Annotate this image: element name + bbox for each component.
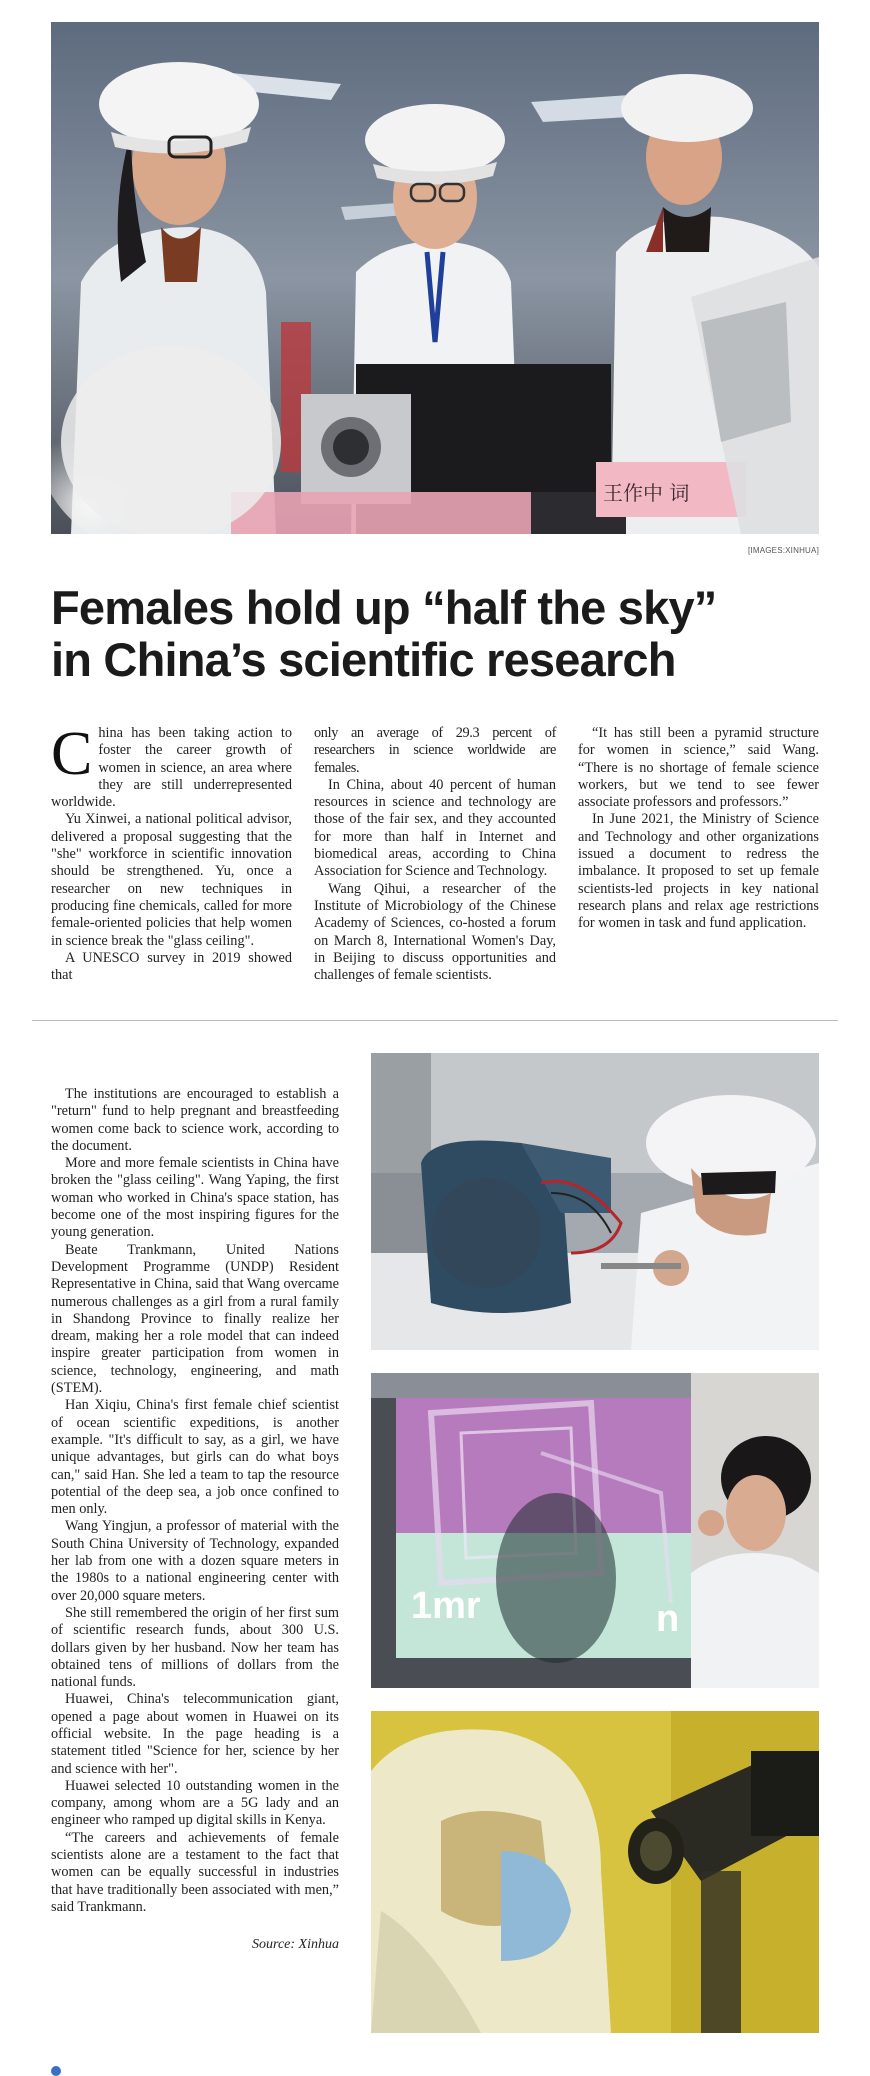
screen-scale-tail: n: [656, 1598, 680, 1640]
paragraph: More and more female scientists in China have broken the "glass ceiling". Wang Yaping, the first woman who worked in China's space station, has become one of the most inspiring figures for the young generation.: [51, 1155, 339, 1241]
paragraph: Huawei selected 10 outstanding women in the company, among whom are a 5G lady and an engineer who ramped up digital skills in Kenya.: [51, 1777, 339, 1829]
paragraph: Wang Yingjun, a professor of material with the South China University of Technology, expanded her lab from one with a dozen square meters in the 1980s to a national engineering center with over 20,000 square meters.: [51, 1518, 339, 1604]
photo-credit: [IMAGES:XINHUA]: [747, 546, 819, 555]
drop-cap: C: [51, 720, 93, 788]
name-sign-text: 王作中 词: [603, 481, 690, 505]
paragraph: She still remembered the origin of her first sum of scientific research funds, about 300 U.S. dollars given by her husband. Now her team has obtained tens of millions of dollars from the national funds.: [51, 1604, 339, 1691]
top-photo-researchers: [51, 22, 819, 534]
photo-microscope: [371, 1711, 819, 2033]
paragraph: The institutions are encouraged to establish a "return" fund to help pregnant and breastfeeding women come back to science work, according to the document.: [51, 1086, 339, 1154]
photo-screen-presentation: [371, 1373, 819, 1688]
paragraph: A UNESCO survey in 2019 showed that: [51, 949, 292, 984]
screen-scale-text: 1mr: [411, 1585, 481, 1627]
source-credit: Source: Xinhua: [252, 1937, 339, 1953]
photo-lab-soldering: [371, 1053, 819, 1350]
article-column-2: [314, 725, 556, 984]
paragraph: Yu Xinwei, a national political advisor, delivered a proposal suggesting that the "she" workforce in scientific innovation should be strengthened. Yu, once a researcher on new techniques in producing fine chemicals, called for more female-oriented policies that help women in science break the "glass ceiling".: [51, 811, 292, 949]
headline-line-2: in China’s scientific research: [51, 633, 676, 686]
paragraph: “It has still been a pyramid structure for women in science,” said Wang. “There is no shortage of female science workers, but we tend to see fewer associate professors and professors.”: [578, 725, 819, 811]
headline-line-1: Females hold up “half the sky”: [51, 581, 717, 634]
article-column-lower: [51, 1086, 339, 1954]
paragraph: China has been taking action to foster the career growth of women in science, an area where they are still underrepresented worldwide.: [51, 720, 292, 811]
paragraph: In June 2021, the Ministry of Science and Technology and other organizations issued a document to redress the imbalance. It proposed to set up female scientists-led projects in key national research plans and relax age restrictions for women in task and fund application.: [578, 811, 819, 932]
paragraph: Han Xiqiu, China's first female chief scientist of ocean scientific expeditions, is another example. "It's difficult to say, as a girl, we have unique advantages, but girls can do what boys can," said Han. She led a team to tap the resource potential of the deep sea, a job once confined to men only.: [51, 1397, 339, 1518]
paragraph: Beate Trankmann, United Nations Development Programme (UNDP) Resident Representative in China, said that Wang overcame numerous challenges as a girl from a rural family in Shandong Province to finally realize her dream, making her a role model that can indeed inspire greater participation from women in science, technology, engineering, and math (STEM).: [51, 1241, 340, 1397]
paragraph: Wang Qihui, a researcher of the Institute of Microbiology of the Chinese Academy of Sciences, co-hosted a forum on March 8, International Women's Day, in Beijing to discuss opportunities and challenges of female scientists.: [314, 880, 556, 984]
article-column-1: [51, 720, 292, 984]
paragraph: “The careers and achievements of female scientists alone are a testament to the fact that women can be equally successful in industries that have traditionally been associated with men,” said Trankmann.: [51, 1829, 339, 1915]
section-divider: [32, 1020, 838, 1021]
article-column-3: [578, 725, 819, 933]
paragraph: In China, about 40 percent of human resources in science and technology are those of the fair sex, and they accounted for more than half in Internet and biomedical areas, according to China Association for Science and Technology.: [314, 776, 556, 880]
headline: [51, 582, 831, 686]
paragraph: Huawei, China's telecommunication giant, opened a page about women in Huawei on its official website. In the page heading is a statement titled "Science for her, science by her and science with her".: [51, 1691, 339, 1777]
paragraph: only an average of 29.3 percent of researchers in science worldwide are females.: [314, 725, 556, 776]
